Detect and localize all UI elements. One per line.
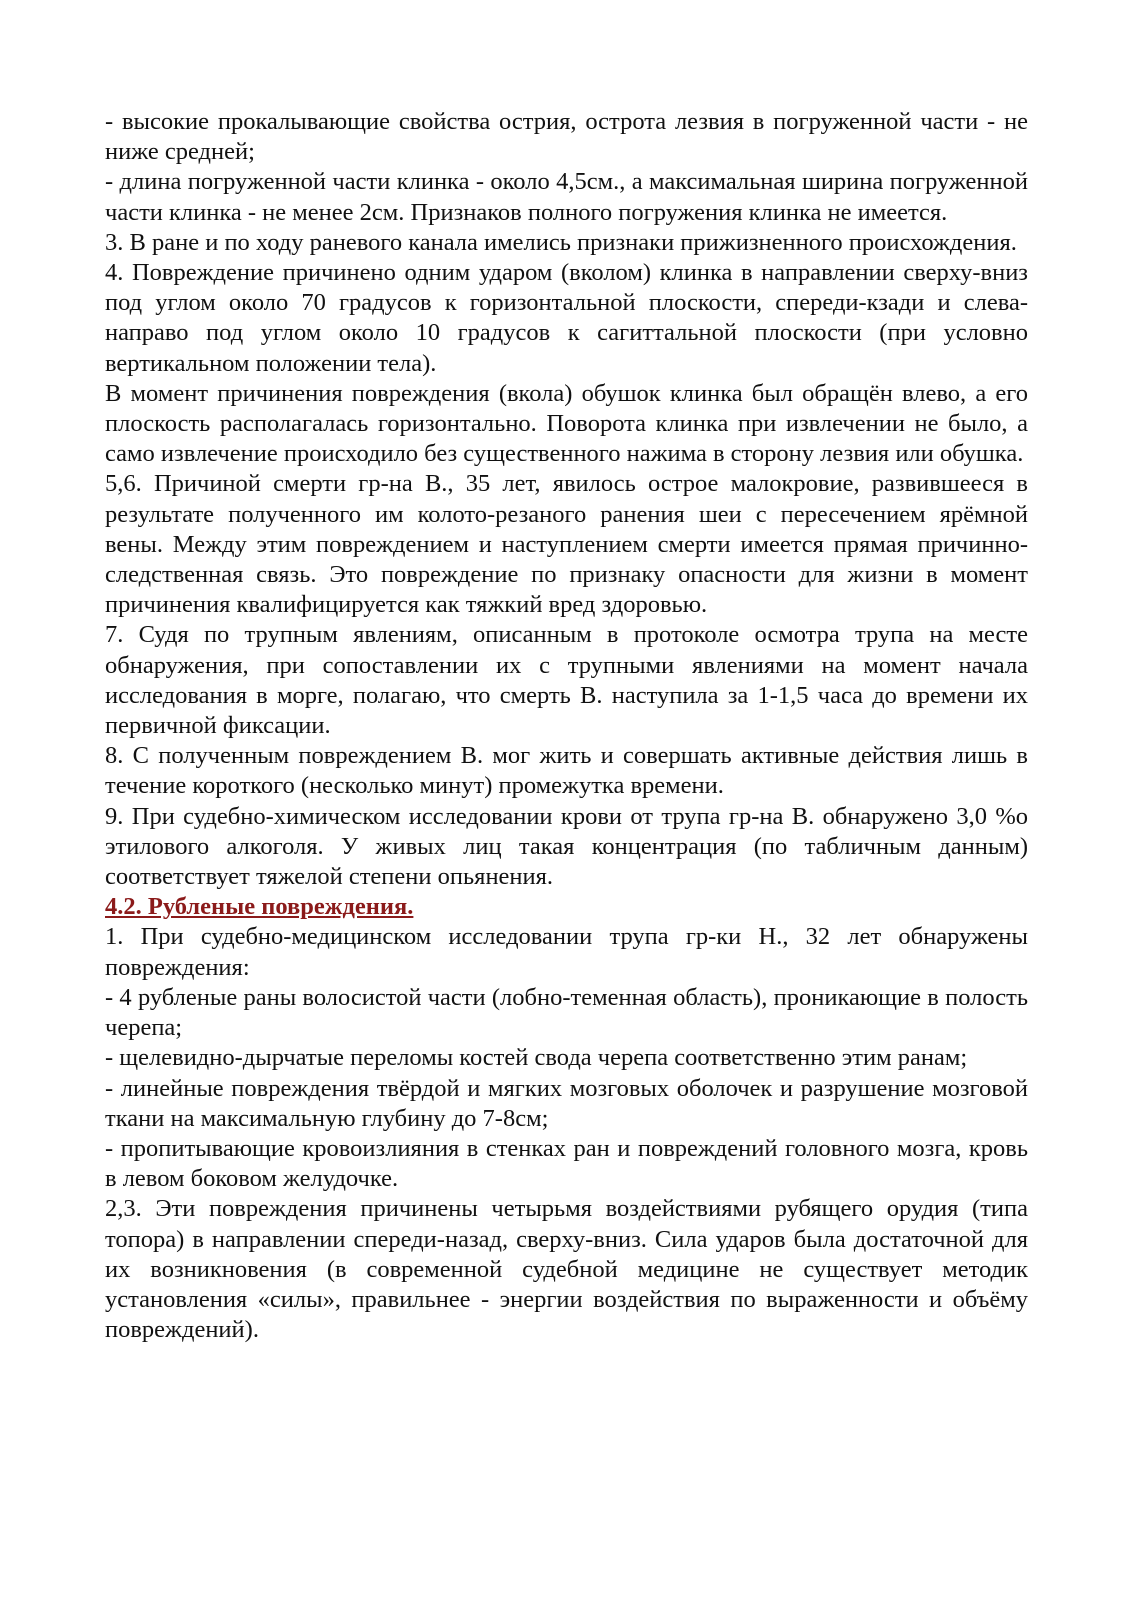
paragraph-blade-orientation: В момент причинения повреждения (вкола) обушок клинка был обращён влево, а его плоскость располагалась горизонтально. Поворота клинка при извлечении не было, а само извлечение происходило без существенного нажима в сторону лезвия или обушка. <box>105 379 1028 468</box>
section-paragraph-fractures: - щелевидно-дырчатые переломы костей свода черепа соответственно этим ранам; <box>105 1044 968 1072</box>
paragraph-item-4: 4. Повреждение причинено одним ударом (вколом) клинка в направлении сверху-вниз под углом около 70 градусов к горизонтальной плоскости, спереди-кзади и слева-направо под углом около 10 градусов к сагиттальной плоскости (при условно вертикальном положении тела). <box>105 259 1028 377</box>
paragraph-blade-dimensions: - длина погруженной части клинка - около 4,5см., а максимальная ширина погруженной части клинка - не менее 2см. Признаков полного погружения клинка не имеется. <box>105 168 1028 226</box>
paragraph-item-3: 3. В ране и по ходу раневого канала имелись признаки прижизненного происхождения. <box>105 228 1017 256</box>
section-paragraph-item-1: 1. При судебно-медицинском исследовании трупа гр-ки Н., 32 лет обнаружены повреждения: <box>105 923 1028 981</box>
paragraph-item-5-6: 5,6. Причиной смерти гр-на В., 35 лет, явилось острое малокровие, развившееся в результате полученного им колото-резаного ранения шеи с пересечением ярёмной вены. Между этим повреждением и наступлением смерти имеется прямая причинно-следственная связь. Это повреждение по признаку опасности для жизни в момент причинения квалифицируется как тяжкий вред здоровью. <box>105 470 1028 619</box>
section-heading: 4.2. Рубленые повреждения. <box>105 893 414 921</box>
section-paragraph-hemorrhages: - пропитывающие кровоизлияния в стенках ран и повреждений головного мозга, кровь в левом боковом желудочке. <box>105 1134 1028 1193</box>
document-body <box>105 107 1028 1345</box>
section-paragraph-meninges: - линейные повреждения твёрдой и мягких мозговых оболочек и разрушение мозговой ткани на максимальную глубину до 7-8см; <box>105 1074 1028 1132</box>
paragraph-item-7: 7. Судя по трупным явлениям, описанным в протоколе осмотра трупа на месте обнаружения, при сопоставлении их с трупными явлениями на момент начала исследования в морге, полагаю, что смерть В. наступила за 1-1,5 часа до времени их первичной фиксации. <box>105 621 1028 740</box>
section-paragraph-item-2-3: 2,3. Эти повреждения причинены четырьмя воздействиями рубящего орудия (типа топора) в направлении спереди-назад, сверху-вниз. Сила ударов была достаточной для их возникновения (в современной судебной медицине не существует методик установления «силы», правильнее - энергии воздействия по выраженности и объёму повреждений). <box>105 1195 1028 1344</box>
paragraph-item-9: 9. При судебно-химическом исследовании крови от трупа гр-на В. обнаружено 3,0 %о этилового алкоголя. У живых лиц такая концентрация (по табличным данным) соответствует тяжелой степени опьянения. <box>105 802 1028 891</box>
section-paragraph-wounds: - 4 рубленые раны волосистой части (лобно-теменная область), проникающие в полость черепа; <box>105 983 1028 1042</box>
paragraph-item-8: 8. С полученным повреждением В. мог жить и совершать активные действия лишь в течение короткого (несколько минут) промежутка времени. <box>105 742 1028 800</box>
paragraph-piercing-properties: - высокие прокалывающие свойства острия, острота лезвия в погруженной части - не ниже средней; <box>105 108 1028 166</box>
